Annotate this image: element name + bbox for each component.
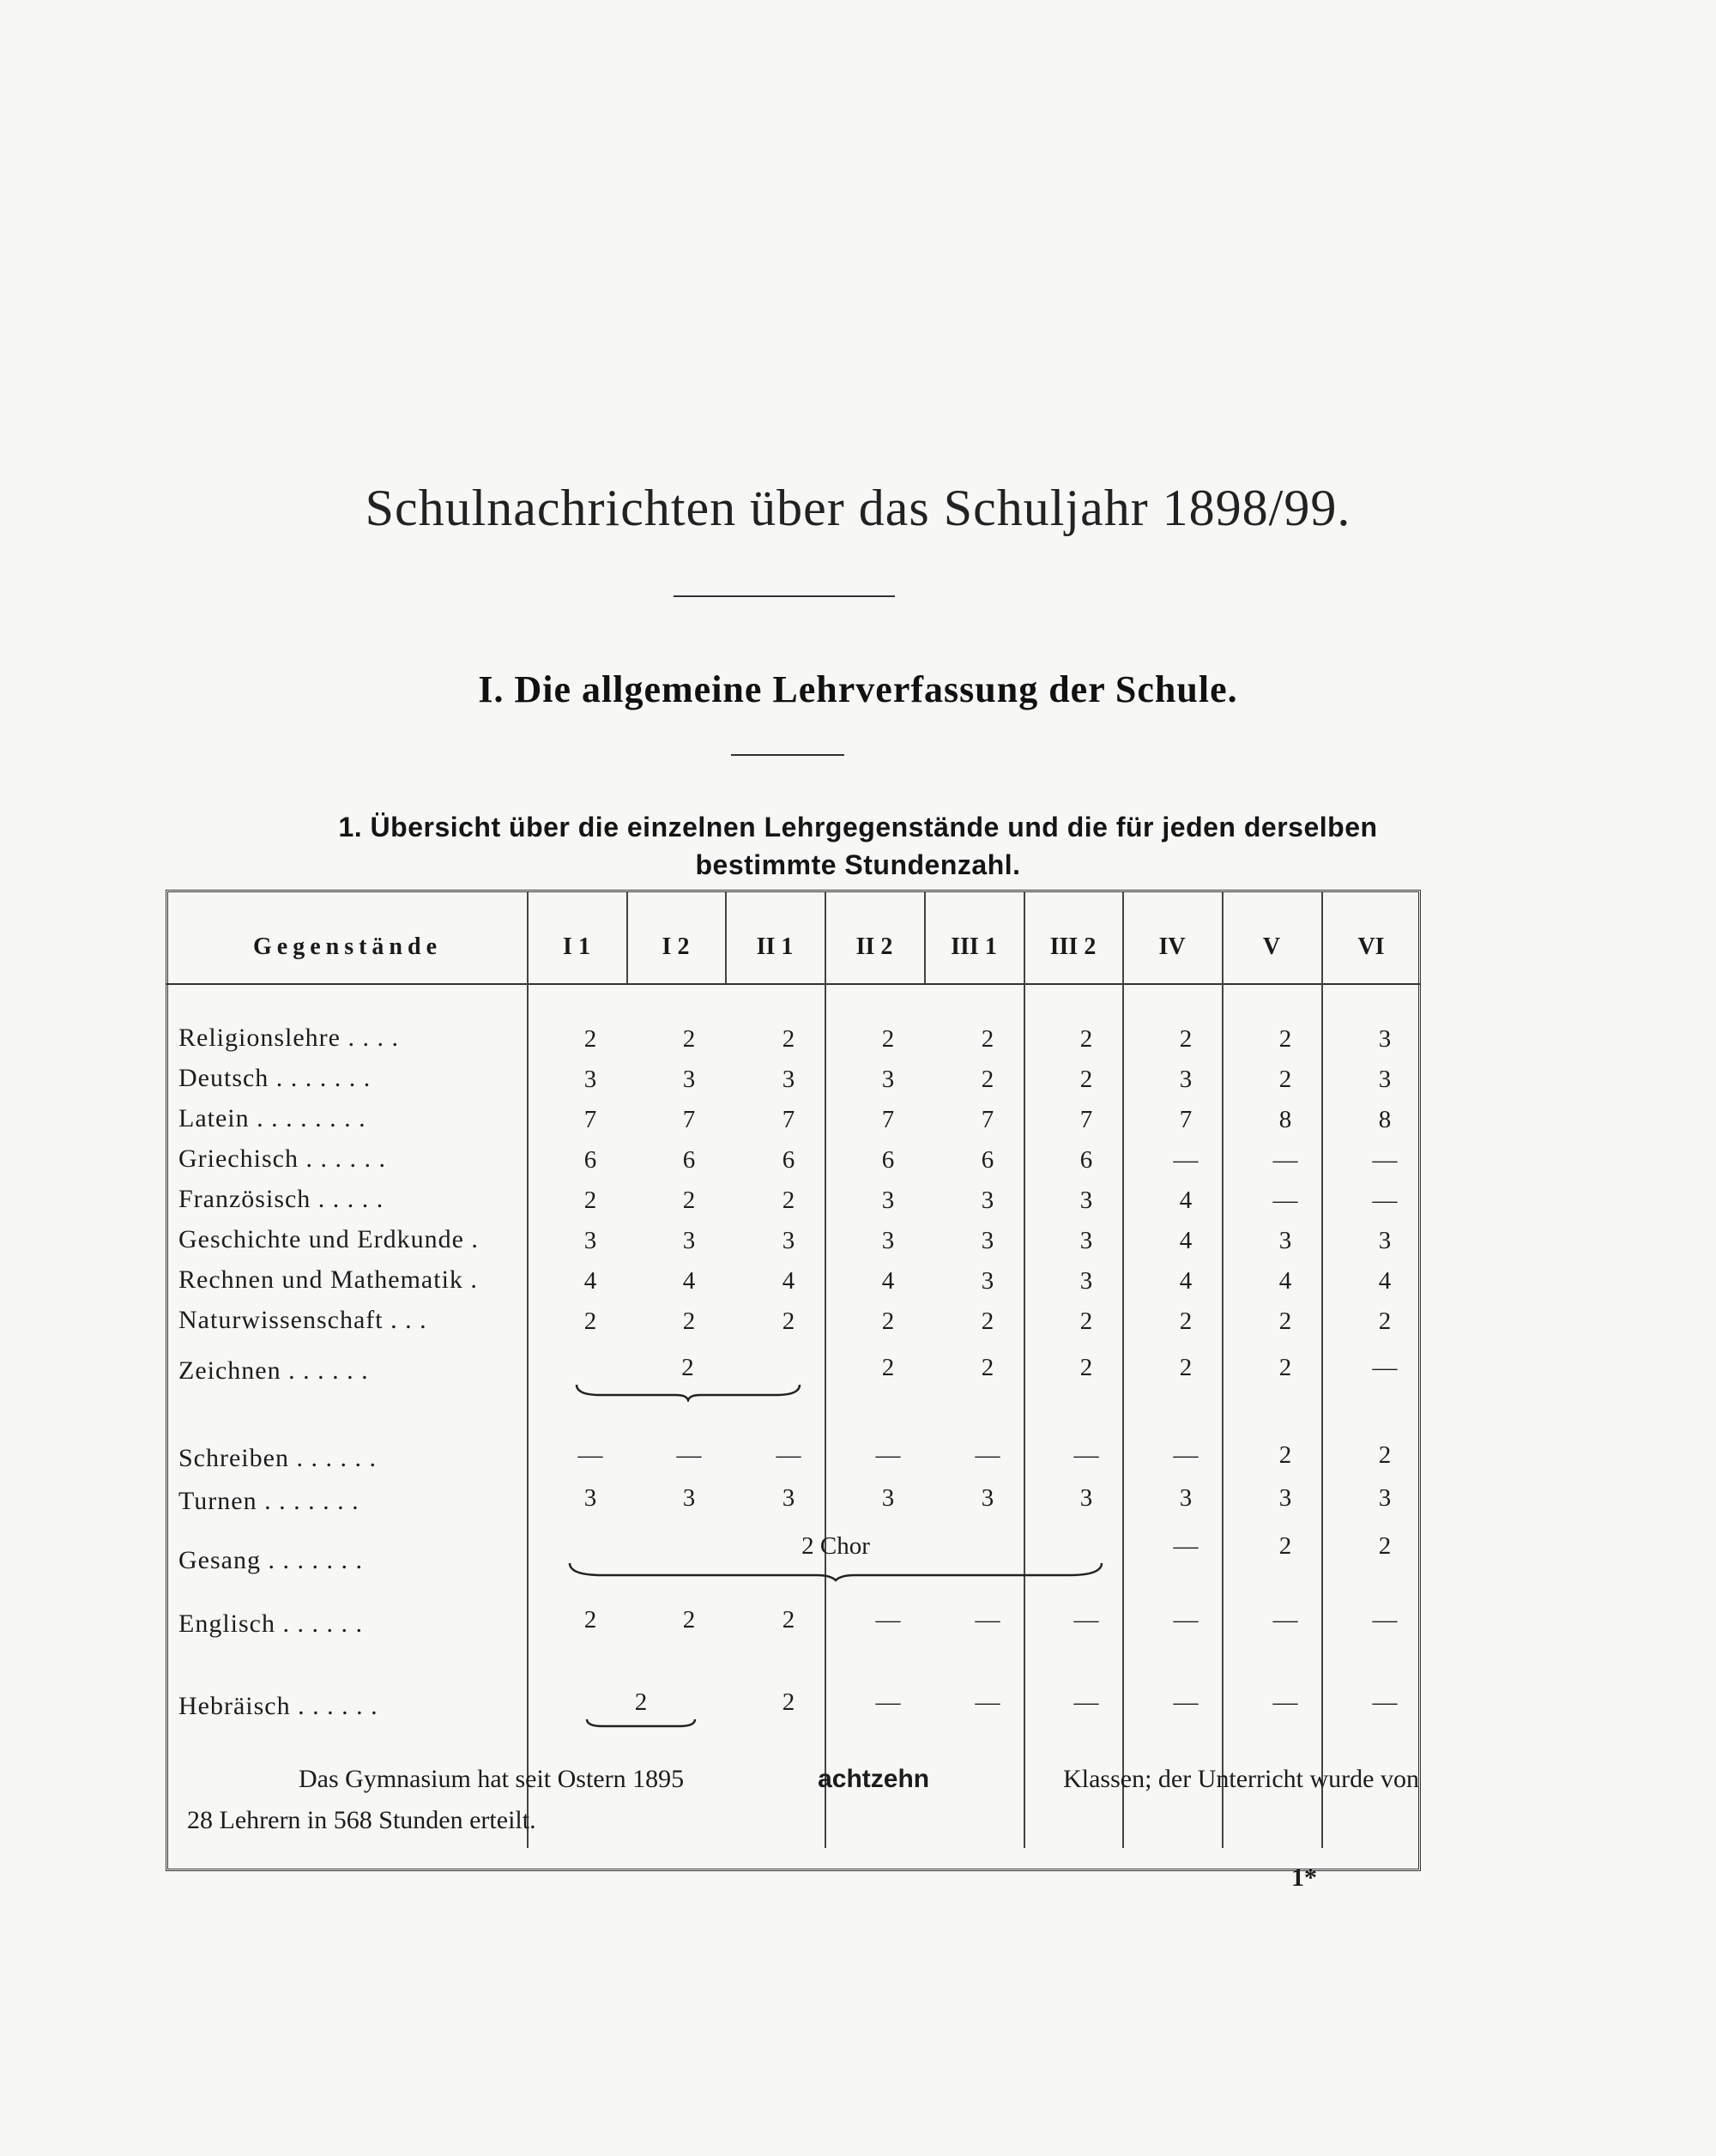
table-cell: — [1272,1606,1298,1634]
zeichnen-combined-value: 2 [681,1354,694,1381]
table-cell: 4 [1278,1267,1292,1295]
table-cell: 3 [583,1066,597,1093]
class-header: IV [1158,933,1186,960]
table-cell: 2 [1278,1307,1292,1335]
table-cell: 3 [1378,1066,1392,1093]
table-cell: — [1173,1532,1199,1560]
table-cell: — [1173,1606,1199,1634]
table-cell: — [1372,1187,1398,1214]
table-cell: 8 [1278,1106,1292,1133]
page-title: Schulnachrichten über das Schuljahr 1898/99. [365,480,1351,536]
table-cell: 2 [782,1688,795,1716]
table-cell: 4 [1179,1187,1193,1214]
table-cell: 2 [1179,1307,1193,1335]
table-cell: 3 [583,1484,597,1512]
table-cell: 4 [1179,1267,1193,1295]
hebraeisch-brace [585,1718,697,1731]
table-cell: 4 [881,1267,895,1295]
table-cell: 3 [682,1227,696,1254]
table-cell: 7 [583,1106,597,1133]
subject-label: Geschichte und Erdkunde . [178,1225,479,1253]
table-cell: — [875,1688,901,1716]
table-cell: — [676,1441,702,1469]
table-cell: 2 [782,1187,795,1214]
table-cell: — [1372,1688,1398,1716]
table-cell: 4 [583,1267,597,1295]
table-cell: — [1173,1688,1199,1716]
subheading-line-1: 1. Übersicht über die einzelnen Lehrgegenstände und die für jeden derselben [338,812,1378,842]
note-line-1 [187,1759,1419,1800]
table-cell: 2 [1378,1307,1392,1335]
table-cell: 3 [1378,1227,1392,1254]
table-cell: 3 [1079,1484,1093,1512]
table-cell: 2 [1278,1354,1292,1381]
section-heading: I. Die allgemeine Lehrverfassung der Schule. [478,668,1238,710]
note-line-2: 28 Lehrern in 568 Stunden erteilt. [187,1806,536,1834]
subject-label: Naturwissenschaft . . . [178,1306,427,1334]
table-cell: — [776,1441,801,1469]
table-cell: 3 [881,1066,895,1093]
subject-label: Latein . . . . . . . . [178,1104,366,1132]
subject-label: Schreiben . . . . . . [178,1444,377,1472]
table-cell: 3 [881,1484,895,1512]
table-cell: 6 [583,1146,597,1174]
table-cell: 2 [782,1307,795,1335]
table-cell: 3 [1278,1227,1292,1254]
subject-label: Zeichnen . . . . . . [178,1356,369,1385]
table-cell: 7 [981,1106,994,1133]
table-cell: 2 [981,1025,994,1053]
table-cell: 2 [881,1354,895,1381]
hebraeisch-combined-value: 2 [634,1688,648,1716]
table-cell: 7 [782,1106,795,1133]
table-cell: — [1073,1606,1099,1634]
table-cell: 4 [1179,1227,1193,1254]
table-cell: 2 [1278,1066,1292,1093]
table-cell: 2 [881,1307,895,1335]
table-cell: 2 [981,1066,994,1093]
class-header: II 2 [855,933,893,960]
table-cell: 2 [682,1307,696,1335]
table-cell: — [1372,1146,1398,1174]
table-cell: — [1372,1606,1398,1634]
table-cell: 3 [1079,1187,1093,1214]
table-cell: 7 [1079,1106,1093,1133]
gesang-combined-value: 2 Chor [801,1532,870,1560]
table-cell: — [1073,1688,1099,1716]
subject-label: Religionslehre . . . . [178,1024,399,1052]
table-cell: 3 [583,1227,597,1254]
table-cell: 2 [1278,1532,1292,1560]
table-cell: — [1073,1441,1099,1469]
table-cell: — [875,1606,901,1634]
class-header: V [1262,933,1281,960]
table-cell: 7 [1179,1106,1193,1133]
table-cell: 2 [1079,1307,1093,1335]
table-cell: 2 [881,1025,895,1053]
table-cell: — [975,1441,1000,1469]
table-cell: 2 [1079,1066,1093,1093]
table-cell: 2 [782,1025,795,1053]
table-cell: 4 [1378,1267,1392,1295]
table-cell: — [1272,1688,1298,1716]
table-cell: 3 [782,1066,795,1093]
table-cell: 3 [1079,1227,1093,1254]
table-cell: 4 [682,1267,696,1295]
table-cell: — [1173,1441,1199,1469]
table-cell: 2 [1378,1532,1392,1560]
table-cell: 3 [981,1267,994,1295]
table-cell: 6 [1079,1146,1093,1174]
table-cell: — [1272,1146,1298,1174]
table-cell: — [1372,1354,1398,1381]
table-cell: 3 [981,1227,994,1254]
table-cell: 2 [682,1606,696,1634]
table-cell: 2 [1079,1025,1093,1053]
subheading-line-2: bestimmte Stundenzahl. [695,849,1021,880]
class-header: I 2 [662,933,690,960]
table-cell: 6 [981,1146,994,1174]
class-header: I 1 [563,933,590,960]
zeichnen-brace [575,1383,801,1402]
table-cell: 2 [583,1187,597,1214]
table-cell: 6 [782,1146,795,1174]
table-cell: — [577,1441,603,1469]
table-cell: 3 [981,1484,994,1512]
table-cell: — [975,1688,1000,1716]
table-cell: 2 [583,1307,597,1335]
table-cell: 3 [1179,1066,1193,1093]
table-cell: 3 [1278,1484,1292,1512]
table-cell: 3 [782,1484,795,1512]
table-cell: 2 [1179,1354,1193,1381]
table-cell: — [875,1441,901,1469]
class-header: II 1 [756,933,794,960]
table-cell: — [1272,1187,1298,1214]
table-cell: 2 [583,1606,597,1634]
note-part2: Klassen; der Unterricht wurde von [1063,1765,1419,1793]
table-cell: 3 [1378,1025,1392,1053]
subject-label: Englisch . . . . . . [178,1609,363,1638]
table-cell: 2 [981,1307,994,1335]
table-cell: 2 [583,1025,597,1053]
note-part1: Das Gymnasium hat seit Ostern 1895 [299,1765,685,1793]
class-header: III 1 [951,933,997,960]
subject-label: Deutsch . . . . . . . [178,1064,372,1092]
table-cell: 2 [782,1606,795,1634]
table-cell: 4 [782,1267,795,1295]
subject-label: Gesang . . . . . . . [178,1546,363,1574]
table-cell: 2 [1278,1441,1292,1469]
table-cell: 3 [682,1484,696,1512]
page-number: 1* [1291,1863,1317,1892]
table-cell: 2 [682,1187,696,1214]
table-cell: 6 [682,1146,696,1174]
class-header: VI [1357,933,1385,960]
table-cell: 2 [1278,1025,1292,1053]
subject-label: Rechnen und Mathematik . [178,1265,478,1294]
subject-label: Französisch . . . . . [178,1185,384,1213]
table-cell: 2 [1378,1441,1392,1469]
subject-label: Turnen . . . . . . . [178,1487,360,1515]
table-cell: 6 [881,1146,895,1174]
table-cell: 2 [1179,1025,1193,1053]
table-cell: 3 [881,1187,895,1214]
gesang-brace [568,1561,1103,1582]
table-cell: 3 [881,1227,895,1254]
table-cell: 7 [881,1106,895,1133]
subject-label: Hebräisch . . . . . . [178,1692,378,1720]
table-cell: — [975,1606,1000,1634]
table-cell: 8 [1378,1106,1392,1133]
table-cell: 7 [682,1106,696,1133]
table-cell: 3 [682,1066,696,1093]
table-cell: — [1173,1146,1199,1174]
subject-header: Gegenstände [253,933,442,960]
table-cell: 3 [981,1187,994,1214]
table-cell: 3 [1378,1484,1392,1512]
table-cell: 3 [782,1227,795,1254]
note-bold: achtzehn [818,1765,930,1793]
table-cell: 2 [1079,1354,1093,1381]
class-header: III 2 [1049,933,1097,960]
table-cell: 3 [1179,1484,1193,1512]
table-cell: 2 [682,1025,696,1053]
table-cell: 2 [981,1354,994,1381]
table-cell: 3 [1079,1267,1093,1295]
subject-label: Griechisch . . . . . . [178,1144,386,1173]
